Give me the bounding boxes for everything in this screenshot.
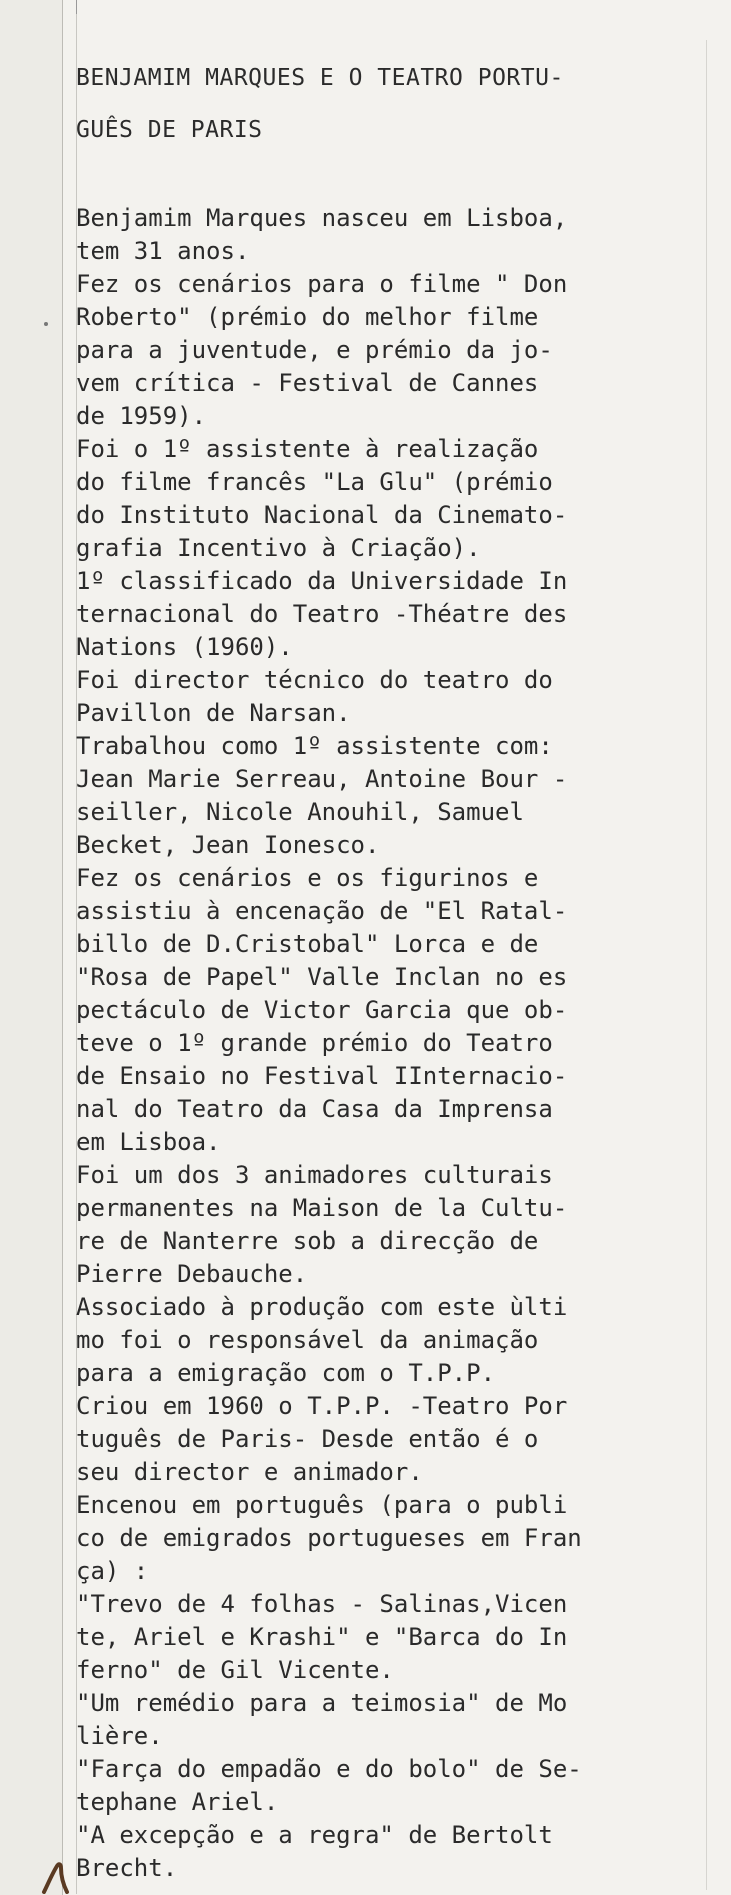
body-line: Pierre Debauche. [76, 1260, 308, 1288]
body-line: ferno" de Gil Vicente. [76, 1656, 394, 1684]
title-line: BENJAMIM MARQUES E O TEATRO PORTU- [76, 65, 564, 91]
body-line: "A excepção e a regra" de Bertolt [76, 1821, 553, 1849]
body-line: co de emigrados portugueses em Fran [76, 1524, 582, 1552]
body-line: Associado à produção com este ùlti [76, 1293, 568, 1321]
body-line: nal do Teatro da Casa da Imprensa [76, 1095, 553, 1123]
ink-mark [40, 1860, 70, 1894]
body-line: 1º classificado da Universidade In [76, 567, 568, 595]
body-line: tuguês de Paris- Desde então é o [76, 1425, 539, 1453]
body-line: teve o 1º grande prémio do Teatro [76, 1029, 553, 1057]
body-line: seiller, Nicole Anouhil, Samuel [76, 798, 524, 826]
body-line: billo de D.Cristobal" Lorca e de [76, 930, 539, 958]
body-line: Foi um dos 3 animadores culturais [76, 1161, 553, 1189]
body-line: permanentes na Maison de la Cultu- [76, 1194, 568, 1222]
ink-dot [44, 322, 48, 326]
body-line: seu director e animador. [76, 1458, 423, 1486]
body-line: grafia Incentivo à Criação). [76, 534, 481, 562]
body-line: ça) : [76, 1557, 149, 1585]
body-line: Foi director técnico do teatro do [76, 666, 553, 694]
body-line: de Ensaio no Festival IInternacio- [76, 1062, 568, 1090]
body-line: tem 31 anos. [76, 237, 250, 265]
document-title [76, 52, 716, 156]
body-line: Criou em 1960 o T.P.P. -Teatro Por [76, 1392, 568, 1420]
body-line: Roberto" (prémio do melhor filme [76, 303, 539, 331]
body-line: Nations (1960). [76, 633, 293, 661]
body-line: lière. [76, 1722, 163, 1750]
body-line: assistiu à encenação de "El Ratal- [76, 897, 568, 925]
body-line: Becket, Jean Ionesco. [76, 831, 380, 859]
body-line: de 1959). [76, 402, 207, 430]
body-line: "Trevo de 4 folhas - Salinas,Vicen [76, 1590, 568, 1618]
body-line: Jean Marie Serreau, Antoine Bour - [76, 765, 568, 793]
body-line: para a emigração com o T.P.P. [76, 1359, 496, 1387]
body-line: Foi o 1º assistente à realização [76, 435, 539, 463]
body-line: te, Ariel e Krashi" e "Barca do In [76, 1623, 568, 1651]
body-line: tephane Ariel. [76, 1788, 279, 1816]
body-line: para a juventude, e prémio da jo- [76, 336, 553, 364]
body-line: mo foi o responsável da animação [76, 1326, 539, 1354]
body-line: "Rosa de Papel" Valle Inclan no es [76, 963, 568, 991]
body-line: do Instituto Nacional da Cinemato- [76, 501, 568, 529]
body-line: "Um remédio para a teimosia" de Mo [76, 1689, 568, 1717]
body-line: do filme francês "La Glu" (prémio [76, 468, 553, 496]
body-line: Trabalhou como 1º assistente com: [76, 732, 553, 760]
body-line: em Lisboa. [76, 1128, 221, 1156]
body-line: Brecht. [76, 1854, 178, 1882]
body-line: vem crítica - Festival de Cannes [76, 369, 539, 397]
body-line: pectáculo de Victor Garcia que ob- [76, 996, 568, 1024]
body-line: Encenou em português (para o publi [76, 1491, 568, 1519]
body-line: re de Nanterre sob a direcção de [76, 1227, 539, 1255]
body-line: Benjamim Marques nasceu em Lisboa, [76, 204, 568, 232]
document-body [76, 202, 716, 1885]
body-line: Pavillon de Narsan. [76, 699, 351, 727]
body-line: "Farça do empadão e do bolo" de Se- [76, 1755, 582, 1783]
title-line: GUÊS DE PARIS [76, 117, 263, 143]
body-line: ternacional do Teatro -Théatre des [76, 600, 568, 628]
body-line: Fez os cenários para o filme " Don [76, 270, 568, 298]
body-line: Fez os cenários e os figurinos e [76, 864, 539, 892]
page-edge-mark [76, 0, 77, 14]
